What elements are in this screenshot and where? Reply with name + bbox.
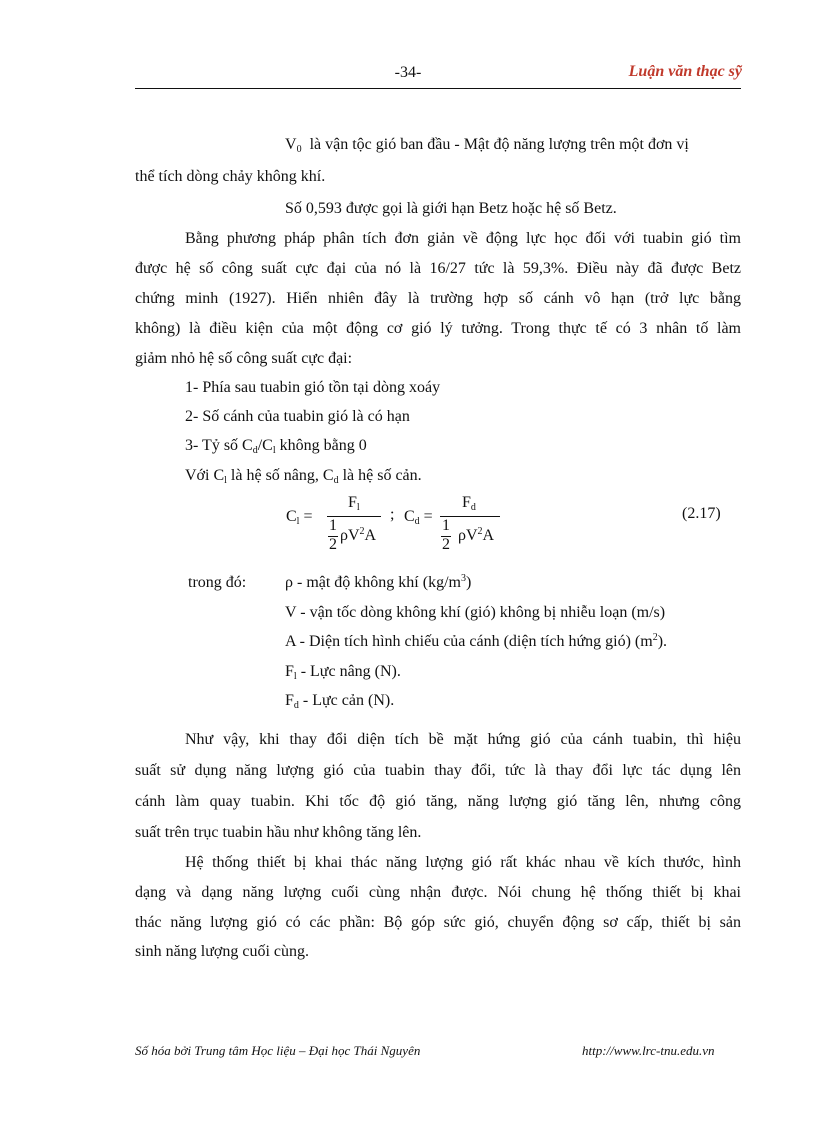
footer-source: Số hóa bởi Trung tâm Học liệu – Đại học Thái Nguyên bbox=[135, 1043, 421, 1058]
paragraph-4-line-4: suất trên trục tuabin hầu như không tăng lên. bbox=[135, 824, 422, 841]
eq-den-1: $\rho V^2A$ bbox=[340, 526, 377, 544]
definitions-label: trong đó: bbox=[188, 574, 247, 591]
definition-rho: ρ - mật độ không khí $(kg/m^3)$ bbox=[285, 573, 472, 591]
document-title: Luận văn thạc sỹ bbox=[628, 63, 742, 80]
paragraph-3-line-4: không) là điều kiện của một động cơ gió lý tưởng. Trong thực tế có 3 nhân tố làm bbox=[135, 320, 741, 337]
paragraph-5-line-4: sinh năng lượng cuối cùng. bbox=[135, 943, 309, 960]
paragraph-4-line-3: cánh làm quay tuabin. Khi tốc độ gió tăng, năng lượng gió tăng lên, nhưng công bbox=[135, 793, 741, 810]
definition-a: A - Diện tích hình chiếu của cánh (diện tích hứng gió) $(m^2)$. bbox=[285, 632, 668, 650]
paragraph-3-line-5: giảm nhỏ hệ số công suất cực đại: bbox=[135, 350, 353, 367]
eq-separator: ; bbox=[390, 506, 395, 523]
paragraph-5-line-1: Hệ thống thiết bị khai thác năng lượng gió rất khác nhau về kích thước, hình bbox=[185, 854, 741, 871]
eq-lhs-cl: $C_l$ = bbox=[286, 508, 313, 527]
paragraph-3-line-1: Bằng phương pháp phân tích đơn giản về động lực học đối với tuabin gió tìm bbox=[185, 230, 741, 247]
eq-half-num-2: 1 bbox=[442, 517, 450, 534]
paragraph-5-line-2: dạng và dạng năng lượng cuối cùng nhận được. Nói chung hệ thống thiết bị khai bbox=[135, 884, 741, 901]
eq-half-den-1: 2 bbox=[329, 536, 337, 553]
paragraph-1-line-2: thể tích dòng chảy không khí. bbox=[135, 168, 326, 185]
coefficient-definition: Với $C_l$ là hệ số nâng, $C_d$ là hệ số cản. bbox=[185, 467, 422, 486]
paragraph-5-line-3: thác năng lượng gió có các phần: Bộ góp sức gió, chuyển động sơ cấp, thiết bị sản bbox=[135, 914, 741, 931]
factor-2: 2- Số cánh của tuabin gió là có hạn bbox=[185, 408, 410, 425]
paragraph-3-line-2: được hệ số công suất cực đại của nó là 16/27 tức là 59,3%. Điều này đã được Betz bbox=[135, 260, 741, 277]
eq-den-2: $\rho V^2A$ bbox=[458, 526, 495, 544]
factor-3: 3- Tỷ số $C_d/C_l$ không bằng 0 bbox=[185, 437, 367, 456]
paragraph-3-line-3: chứng minh (1927). Hiển nhiên đây là trường hợp số cánh vô hạn (trở lực bằng bbox=[135, 290, 741, 307]
paragraph-4-line-2: suất sử dụng năng lượng gió của tuabin thay đổi, tức là thay đổi lực tác dụng lên bbox=[135, 762, 741, 779]
paragraph-1-line-1: $V_0$ là vận tộc gió ban đầu - Mật độ năng lượng trên một đơn vị bbox=[285, 136, 689, 155]
eq-half-num-1: 1 bbox=[329, 517, 337, 534]
eq-lhs-cd: $C_d$ = bbox=[404, 508, 433, 527]
equation-number: (2.17) bbox=[682, 505, 721, 522]
definition-fd: $F_d$ - Lực cản (N). bbox=[285, 692, 395, 711]
paragraph-4-line-1: Như vậy, khi thay đổi diện tích bề mặt hứng gió của cánh tuabin, thì hiệu bbox=[185, 731, 741, 748]
eq-num-fl: $F_l$ bbox=[348, 494, 360, 513]
eq-num-fd: $F_d$ bbox=[462, 494, 476, 513]
footer-url-link[interactable]: http://www.lrc-tnu.edu.vn bbox=[582, 1043, 715, 1058]
definition-v: V - vận tốc dòng không khí (gió) không bị nhiễu loạn (m/s) bbox=[285, 604, 666, 621]
paragraph-2: Số 0,593 được gọi là giới hạn Betz hoặc hệ số Betz. bbox=[285, 200, 617, 217]
page-number: -34- bbox=[394, 64, 422, 81]
eq-half-den-2: 2 bbox=[442, 536, 450, 553]
definition-fl: $F_l$ - Lực nâng (N). bbox=[285, 663, 401, 682]
header-divider bbox=[135, 88, 741, 89]
factor-1: 1- Phía sau tuabin gió tồn tại dòng xoáy bbox=[185, 379, 441, 396]
